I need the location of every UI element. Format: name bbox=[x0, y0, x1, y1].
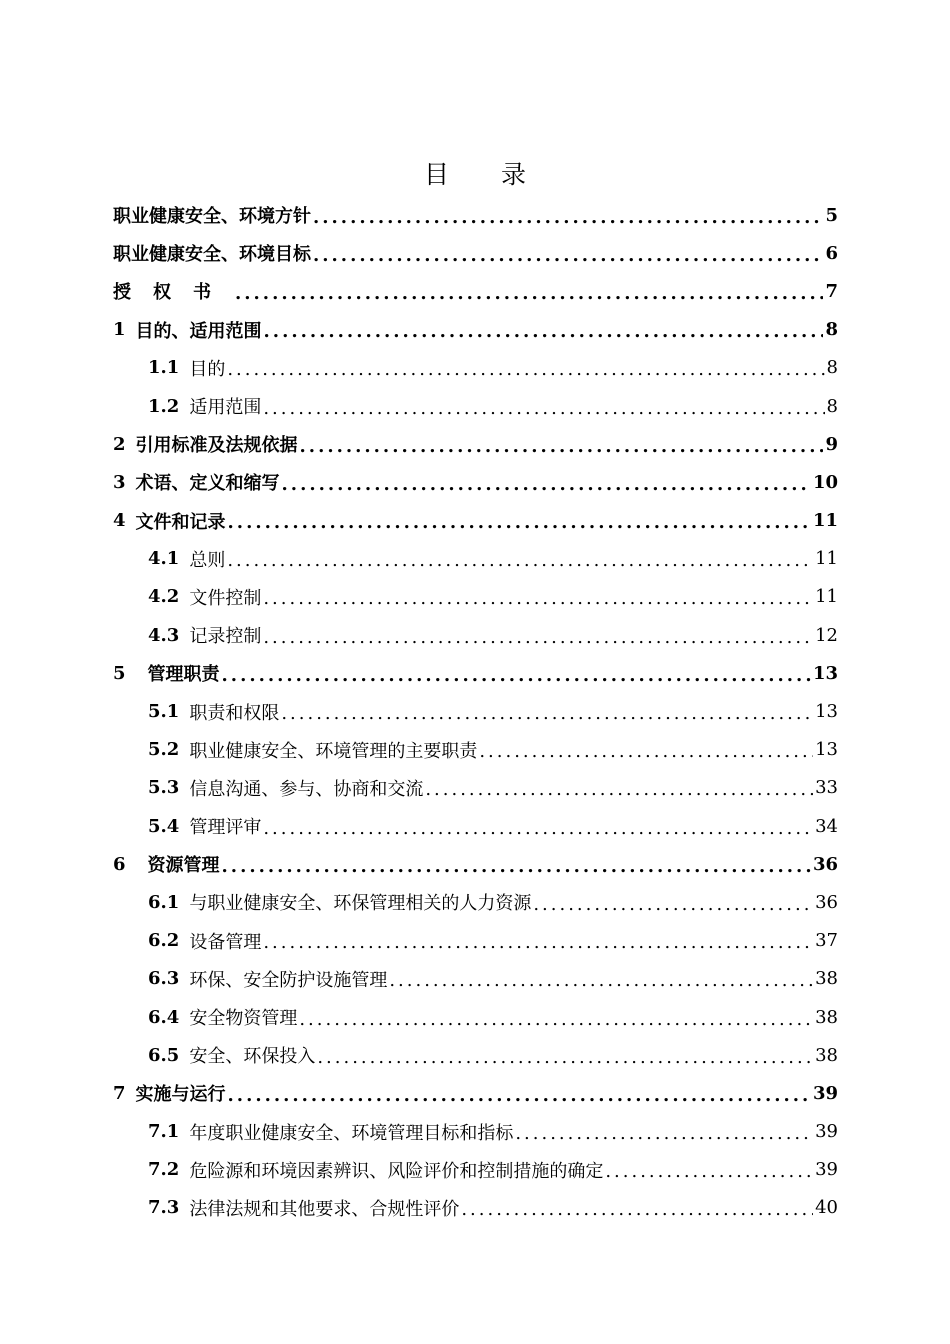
toc-entry-page-number: 38 bbox=[815, 968, 838, 990]
toc-entry[interactable] bbox=[113, 272, 838, 310]
toc-entry[interactable] bbox=[113, 463, 838, 501]
toc-entry-page-number: 12 bbox=[815, 624, 838, 646]
toc-entry[interactable] bbox=[113, 1074, 838, 1112]
dot-leader bbox=[425, 779, 813, 800]
toc-entry-number: 5.1 bbox=[148, 701, 180, 723]
toc-entry-number: 4.3 bbox=[148, 624, 180, 646]
toc-entry-label: 危险源和环境因素辨识、风险评价和控制措施的确定 bbox=[189, 1160, 604, 1182]
toc-entry-number: 7 bbox=[113, 1082, 126, 1104]
dot-leader bbox=[300, 436, 824, 457]
toc-entry-number: 4.2 bbox=[148, 586, 180, 608]
toc-entry-number: 5.3 bbox=[148, 777, 180, 799]
dot-leader bbox=[263, 818, 813, 839]
toc-entry[interactable] bbox=[113, 922, 838, 960]
toc-entry-page-number: 8 bbox=[825, 319, 838, 341]
toc-entry-page-number: 39 bbox=[812, 1082, 838, 1104]
toc-entry-page-number: 37 bbox=[815, 930, 838, 952]
toc-entry-label: 职业健康安全、环境管理的主要职责 bbox=[189, 740, 478, 762]
dot-leader bbox=[299, 1009, 813, 1030]
toc-entry-number: 7.1 bbox=[148, 1121, 180, 1143]
toc-entry-page-number: 39 bbox=[815, 1121, 838, 1143]
toc-entry-page-number: 11 bbox=[815, 586, 838, 608]
toc-entry-number: 6.2 bbox=[148, 930, 180, 952]
toc-entry-label: 管理评审 bbox=[189, 817, 262, 839]
toc-entry-page-number: 40 bbox=[815, 1197, 838, 1219]
toc-entry-page-number: 5 bbox=[825, 204, 838, 226]
dot-leader bbox=[389, 970, 813, 991]
toc-entry[interactable] bbox=[113, 502, 838, 540]
toc-entry-label: 实施与运行 bbox=[135, 1084, 226, 1106]
toc-entry[interactable] bbox=[113, 311, 838, 349]
toc-entry-label: 术语、定义和缩写 bbox=[135, 473, 280, 495]
toc-entry-number: 1.1 bbox=[148, 357, 180, 379]
dot-leader bbox=[282, 474, 811, 495]
dot-leader bbox=[263, 588, 813, 609]
toc-entry-number: 6 bbox=[113, 853, 126, 875]
toc-entry-number: 4.1 bbox=[148, 548, 180, 570]
toc-entry-page-number: 6 bbox=[825, 242, 838, 264]
toc-entry-label: 信息沟通、参与、协商和交流 bbox=[189, 778, 424, 800]
dot-leader bbox=[235, 283, 823, 304]
toc-entry[interactable] bbox=[113, 1113, 838, 1151]
toc-entry-number: 5.4 bbox=[148, 815, 180, 837]
dot-leader bbox=[605, 1161, 813, 1182]
toc-entry[interactable] bbox=[113, 349, 838, 387]
toc-entry-label: 管理职责 bbox=[147, 664, 220, 686]
toc-entry[interactable] bbox=[113, 196, 838, 234]
toc-entry[interactable] bbox=[113, 1189, 838, 1227]
toc-entry-label: 环保、安全防护设施管理 bbox=[189, 969, 388, 991]
toc-entry[interactable] bbox=[113, 654, 838, 692]
toc-entry-number: 6.4 bbox=[148, 1006, 180, 1028]
toc-entry-label: 总则 bbox=[189, 549, 226, 571]
toc-entry-number: 1.2 bbox=[148, 395, 180, 417]
toc-entry[interactable] bbox=[113, 998, 838, 1036]
toc-entry-page-number: 36 bbox=[812, 853, 838, 875]
dot-leader bbox=[313, 245, 823, 266]
toc-entry-label: 与职业健康安全、环保管理相关的人力资源 bbox=[189, 893, 532, 915]
toc-entry[interactable] bbox=[113, 387, 838, 425]
toc-entry-number: 5 bbox=[113, 662, 126, 684]
toc-entry-number: 4 bbox=[113, 510, 126, 532]
toc-title: 目 录 bbox=[424, 160, 548, 189]
toc-entry-label: 法律法规和其他要求、合规性评价 bbox=[189, 1198, 460, 1220]
toc-entry-label: 设备管理 bbox=[189, 931, 262, 953]
dot-leader bbox=[263, 932, 813, 953]
dot-leader bbox=[533, 894, 813, 915]
toc-entry-label: 资源管理 bbox=[147, 855, 220, 877]
toc-entry-number: 1 bbox=[113, 319, 126, 341]
toc-entry-label: 目的、适用范围 bbox=[135, 320, 262, 342]
toc-entry[interactable] bbox=[113, 1036, 838, 1074]
toc-entry[interactable] bbox=[113, 731, 838, 769]
dot-leader bbox=[317, 1047, 813, 1068]
toc-entry-page-number: 38 bbox=[815, 1044, 838, 1066]
dot-leader bbox=[222, 856, 811, 877]
dot-leader bbox=[263, 398, 824, 419]
toc-entry-page-number: 7 bbox=[825, 280, 838, 302]
toc-entry-number: 3 bbox=[113, 471, 126, 493]
dot-leader bbox=[228, 1085, 811, 1106]
toc-entry[interactable] bbox=[113, 1151, 838, 1189]
toc-entry-page-number: 8 bbox=[826, 357, 838, 379]
toc-entry-page-number: 8 bbox=[826, 395, 838, 417]
toc-entry-label: 年度职业健康安全、环境管理目标和指标 bbox=[189, 1122, 514, 1144]
dot-leader bbox=[461, 1199, 813, 1220]
toc-entry-page-number: 34 bbox=[815, 815, 838, 837]
toc-entry-label: 引用标准及法规依据 bbox=[135, 435, 298, 457]
toc-entry[interactable] bbox=[113, 692, 838, 730]
toc-entry[interactable] bbox=[113, 616, 838, 654]
toc-entry-label: 授权书 bbox=[113, 282, 233, 304]
toc-entry-number: 5.2 bbox=[148, 739, 180, 761]
toc-entry[interactable] bbox=[113, 234, 838, 272]
toc-entry-label: 文件控制 bbox=[189, 587, 262, 609]
dot-leader bbox=[228, 512, 811, 533]
toc-entry-label: 职业健康安全、环境目标 bbox=[113, 244, 311, 266]
toc-entry-label: 适用范围 bbox=[189, 397, 262, 419]
toc-entry[interactable] bbox=[113, 425, 838, 463]
dot-leader bbox=[515, 1123, 813, 1144]
dot-leader bbox=[263, 627, 813, 648]
dot-leader bbox=[222, 665, 811, 686]
toc-entry-number: 6.3 bbox=[148, 968, 180, 990]
toc-entry-number: 7.3 bbox=[148, 1197, 180, 1219]
toc-entry-label: 记录控制 bbox=[189, 626, 262, 648]
toc-entry-page-number: 13 bbox=[815, 739, 838, 761]
toc-entry-number: 7.2 bbox=[148, 1159, 180, 1181]
toc-entry-number: 6.1 bbox=[148, 891, 180, 913]
toc-entry-label: 安全物资管理 bbox=[189, 1008, 298, 1030]
toc-entry[interactable] bbox=[113, 578, 838, 616]
toc-entry-page-number: 36 bbox=[815, 891, 838, 913]
toc-entry[interactable] bbox=[113, 845, 838, 883]
toc-entry-page-number: 11 bbox=[812, 510, 838, 532]
toc-entry[interactable] bbox=[113, 807, 838, 845]
toc-entry-label: 目的 bbox=[189, 358, 226, 380]
toc-entry-label: 安全、环保投入 bbox=[189, 1046, 316, 1068]
table-of-contents bbox=[113, 196, 838, 1227]
toc-entry-number: 2 bbox=[113, 433, 126, 455]
toc-entry-page-number: 13 bbox=[815, 701, 838, 723]
toc-entry-label: 文件和记录 bbox=[135, 511, 226, 533]
toc-entry-page-number: 39 bbox=[815, 1159, 838, 1181]
dot-leader bbox=[313, 207, 823, 228]
toc-entry[interactable] bbox=[113, 540, 838, 578]
toc-entry-page-number: 11 bbox=[815, 548, 838, 570]
dot-leader bbox=[227, 550, 813, 571]
toc-entry-page-number: 9 bbox=[825, 433, 838, 455]
toc-entry-label: 职业健康安全、环境方针 bbox=[113, 206, 311, 228]
toc-entry-page-number: 10 bbox=[812, 471, 838, 493]
toc-entry[interactable] bbox=[113, 883, 838, 921]
toc-entry-page-number: 13 bbox=[812, 662, 838, 684]
toc-entry[interactable] bbox=[113, 960, 838, 998]
dot-leader bbox=[479, 741, 813, 762]
toc-entry-number: 6.5 bbox=[148, 1044, 180, 1066]
dot-leader bbox=[264, 321, 824, 342]
toc-entry-page-number: 33 bbox=[815, 777, 838, 799]
dot-leader bbox=[281, 703, 813, 724]
toc-entry-page-number: 38 bbox=[815, 1006, 838, 1028]
dot-leader bbox=[227, 359, 824, 380]
toc-entry-label: 职责和权限 bbox=[189, 702, 280, 724]
toc-entry[interactable] bbox=[113, 769, 838, 807]
